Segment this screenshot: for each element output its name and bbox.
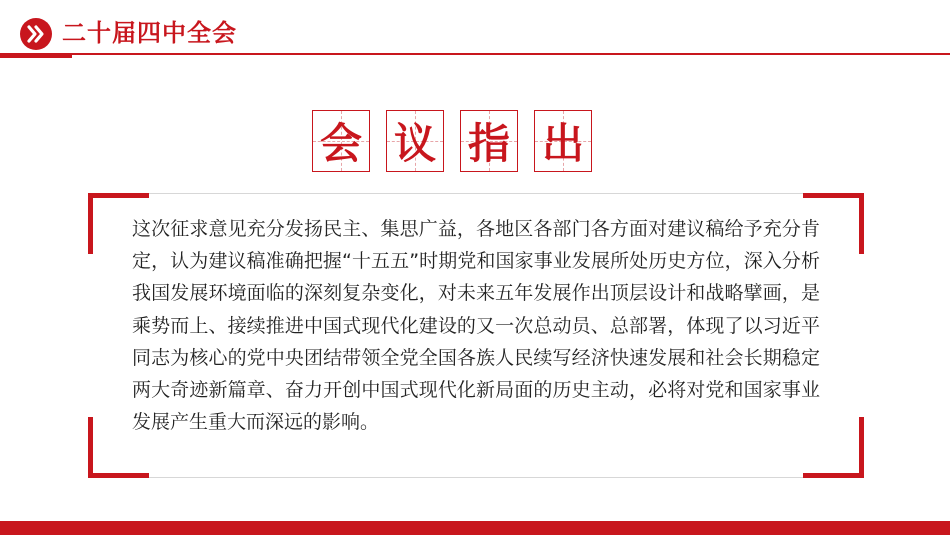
heading-char: 会 — [319, 119, 362, 168]
heading-char-box — [460, 110, 518, 172]
heading-char: 指 — [467, 119, 510, 168]
header-divider-accent — [0, 55, 72, 58]
double-chevron-right-icon — [20, 18, 52, 50]
heading-char-box — [312, 110, 370, 172]
frame-top-line — [110, 193, 842, 194]
heading-char: 议 — [393, 119, 436, 168]
heading-char-box — [534, 110, 592, 172]
footer-band — [0, 521, 950, 535]
heading-char-box — [386, 110, 444, 172]
header-bar — [0, 0, 950, 60]
frame-bottom-line — [110, 477, 842, 478]
section-heading — [0, 110, 950, 174]
body-paragraph: 这次征求意见充分发扬民主、集思广益，各地区各部门各方面对建议稿给予充分肯定，认为建议稿准确把握“十五五”时期党和国家事业发展所处历史方位，深入分析我国发展环境面临的深刻复杂变化，对未来五年发展作出顶层设计和战略擘画，是乘势而上、接续推进中国式现代化建设的又一次总动员、总部署，体现了以习近平同志为核心的党中央团结带领全党全国各族人民续写经济快速发展和社会长期稳定两大奇迹新篇章、奋力开创中国式现代化新局面的历史主动，必将对党和国家事业发展产生重大而深远的影响。 — [132, 218, 820, 434]
content-frame — [88, 193, 864, 478]
header-divider — [0, 53, 950, 55]
page-title: 二十届四中全会 — [62, 19, 237, 47]
heading-char: 出 — [541, 119, 584, 168]
